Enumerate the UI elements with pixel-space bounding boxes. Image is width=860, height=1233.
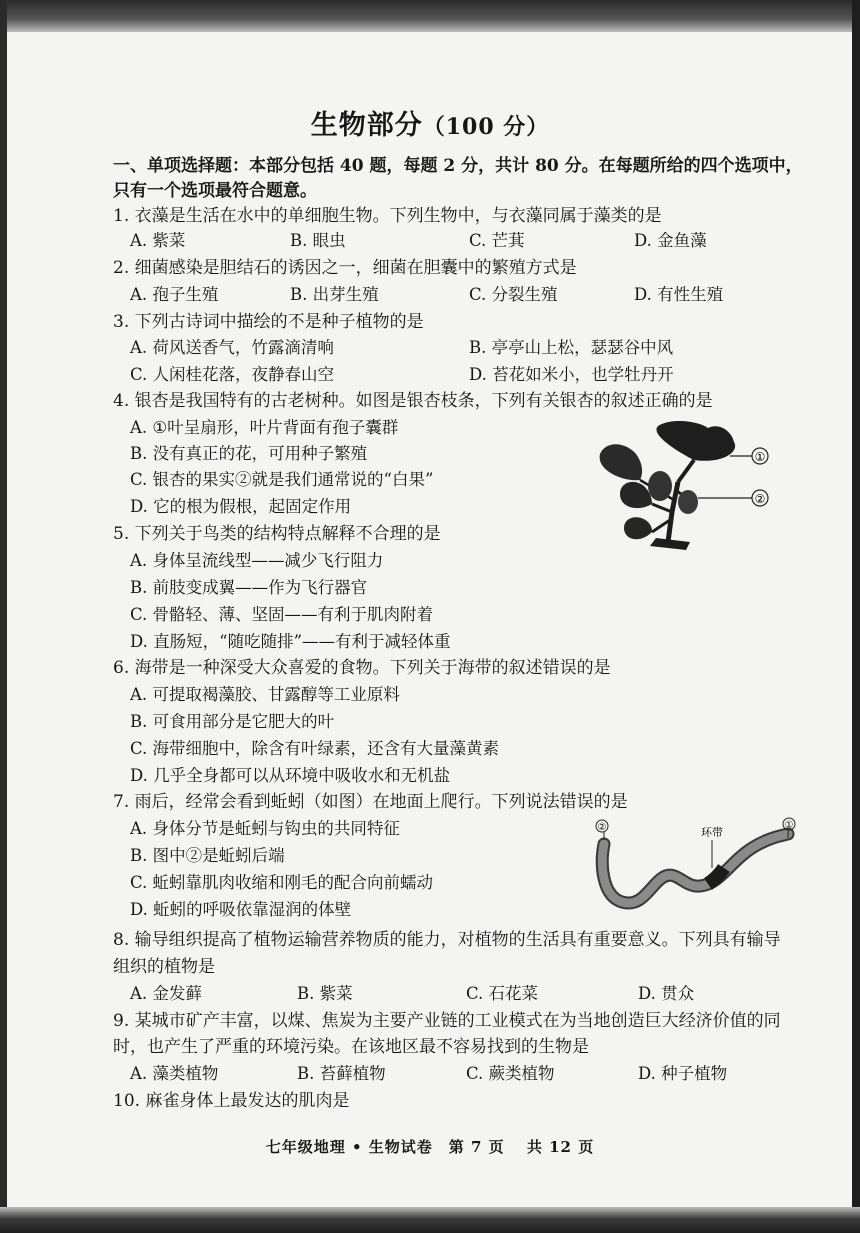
question-3-option-d[interactable]: D. 苔花如米小，也学牡丹开 [469, 365, 674, 384]
question-7-option-b[interactable]: B. 图中②是蚯蚓后端 [130, 846, 285, 865]
ginkgo-label-1: ① [754, 450, 766, 464]
question-9-option-b[interactable]: B. 苔藓植物 [297, 1064, 386, 1083]
question-8-stem: 8. 输导组织提高了植物运输营养物质的能力，对植物的生活具有重要意义。下列具有输导 [113, 930, 781, 950]
question-3-option-b[interactable]: B. 亭亭山上松，瑟瑟谷中风 [469, 338, 674, 357]
question-3-option-c[interactable]: C. 人闲桂花落，夜静春山空 [130, 365, 335, 384]
question-9-option-c[interactable]: C. 蕨类植物 [466, 1064, 555, 1083]
question-8-option-b[interactable]: B. 紫菜 [297, 984, 353, 1003]
question-8-option-c[interactable]: C. 石花菜 [466, 984, 539, 1003]
question-2-option-b[interactable]: B. 出芽生殖 [290, 285, 379, 304]
question-5-stem: 5. 下列关于鸟类的结构特点解释不合理的是 [113, 524, 441, 544]
question-5-option-b[interactable]: B. 前肢变成翼——作为飞行器官 [130, 578, 368, 597]
page-footer: 七年级地理 • 生物试卷 第 7 页 共 12 页 [265, 1138, 595, 1156]
question-10-stem: 10. 麻雀身体上最发达的肌肉是 [113, 1091, 350, 1111]
instructions-line-2: 只有一个选项最符合题意。 [113, 181, 317, 201]
question-7-option-d[interactable]: D. 蚯蚓的呼吸依靠湿润的体壁 [130, 900, 352, 919]
question-6-stem: 6. 海带是一种深受大众喜爱的食物。下列关于海带的叙述错误的是 [113, 658, 611, 678]
question-7-option-a[interactable]: A. 身体分节是蚯蚓与钩虫的共同特征 [130, 819, 400, 838]
question-4-option-d[interactable]: D. 它的根为假根，起固定作用 [130, 497, 352, 516]
question-1-option-b[interactable]: B. 眼虫 [290, 231, 346, 250]
earthworm-figure [592, 816, 802, 916]
question-9-option-d[interactable]: D. 种子植物 [638, 1064, 728, 1083]
question-4-option-a[interactable]: A. ①叶呈扇形，叶片背面有孢子囊群 [130, 418, 399, 437]
title-main: 生物部分 [310, 110, 423, 141]
instructions-line-1: 一、单项选择题：本部分包括 40 题，每题 2 分，共计 80 分。在每题所给的四个选项中， [113, 156, 803, 176]
question-7-stem: 7. 雨后，经常会看到蚯蚓（如图）在地面上爬行。下列说法错误的是 [113, 792, 628, 812]
question-1-stem: 1. 衣藻是生活在水中的单细胞生物。下列生物中，与衣藻同属于藻类的是 [113, 206, 662, 226]
question-7-option-c[interactable]: C. 蚯蚓靠肌肉收缩和刚毛的配合向前蠕动 [130, 873, 434, 892]
question-4-stem: 4. 银杏是我国特有的古老树种。如图是银杏枝条，下列有关银杏的叙述正确的是 [113, 391, 713, 411]
question-3-stem: 3. 下列古诗词中描绘的不是种子植物的是 [113, 312, 424, 332]
question-1-option-d[interactable]: D. 金鱼藻 [634, 231, 707, 250]
ginkgo-branch-illustration [600, 421, 736, 550]
question-8-stem-continued: 组织的植物是 [113, 957, 215, 977]
question-1-option-a[interactable]: A. 紫菜 [130, 231, 186, 250]
question-2-option-d[interactable]: D. 有性生殖 [634, 285, 724, 304]
question-8-option-d[interactable]: D. 贯众 [638, 984, 695, 1003]
question-2-option-c[interactable]: C. 分裂生殖 [469, 285, 558, 304]
earthworm-label-head: ① [784, 820, 794, 831]
question-2-stem: 2. 细菌感染是胆结石的诱因之一，细菌在胆囊中的繁殖方式是 [113, 258, 577, 278]
question-5-option-d[interactable]: D. 直肠短，“随吃随排”——有利于减轻体重 [130, 632, 451, 651]
question-5-option-a[interactable]: A. 身体呈流线型——减少飞行阻力 [130, 551, 384, 570]
earthworm-segments [602, 834, 788, 903]
earthworm-clitellum [708, 868, 724, 884]
question-9-stem-continued: 时，也产生了严重的环境污染。在该地区最不容易找到的生物是 [113, 1037, 589, 1057]
section-title [0, 103, 860, 142]
question-8-option-a[interactable]: A. 金发藓 [130, 984, 202, 1003]
title-score: （100 分） [422, 114, 550, 140]
earthworm-label-clitellum: 环带 [701, 826, 723, 839]
question-4-option-c[interactable]: C. 银杏的果实②就是我们通常说的“白果” [130, 470, 434, 489]
question-9-option-a[interactable]: A. 藻类植物 [130, 1064, 219, 1083]
question-3-option-a[interactable]: A. 荷风送香气，竹露滴清响 [130, 338, 334, 357]
question-2-option-a[interactable]: A. 孢子生殖 [130, 285, 219, 304]
question-6-option-c[interactable]: C. 海带细胞中，除含有叶绿素，还含有大量藻黄素 [130, 739, 500, 758]
question-6-option-d[interactable]: D. 几乎全身都可以从环境中吸收水和无机盐 [130, 766, 451, 785]
earthworm-label-tail: ② [597, 822, 607, 833]
ginkgo-branch-figure [590, 420, 780, 555]
question-9-stem: 9. 某城市矿产丰富，以煤、焦炭为主要产业链的工业模式在为当地创造巨大经济价值的同 [113, 1011, 781, 1031]
question-6-option-a[interactable]: A. 可提取褐藻胶、甘露醇等工业原料 [130, 685, 400, 704]
question-1-option-c[interactable]: C. 芒萁 [469, 231, 525, 250]
question-5-option-c[interactable]: C. 骨骼轻、薄、坚固——有利于肌肉附着 [130, 605, 434, 624]
ginkgo-label-2: ② [754, 492, 766, 506]
question-6-option-b[interactable]: B. 可食用部分是它肥大的叶 [130, 712, 335, 731]
question-4-option-b[interactable]: B. 没有真正的花，可用种子繁殖 [130, 444, 368, 463]
